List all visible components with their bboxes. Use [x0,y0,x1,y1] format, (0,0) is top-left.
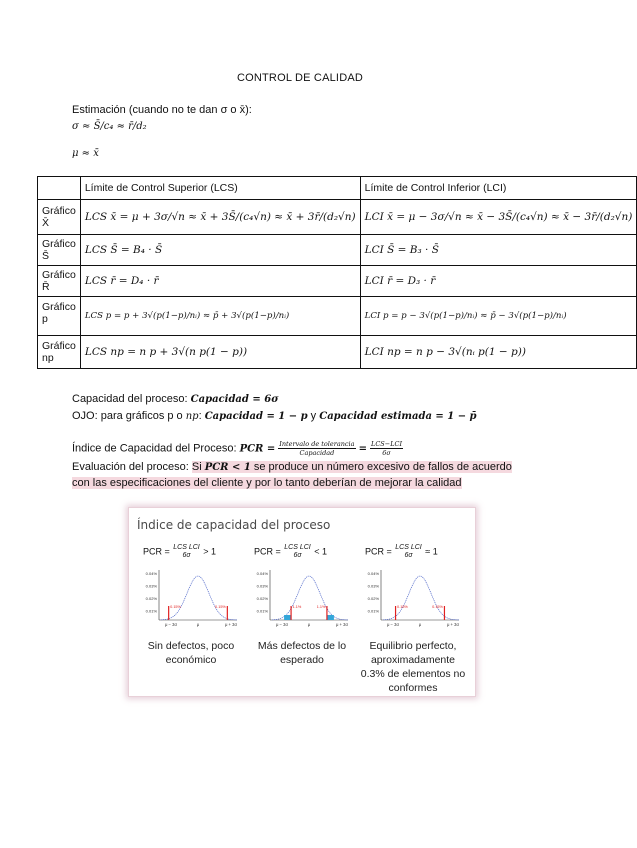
pcr-frac-top: LCS LCI [173,544,200,551]
evaluation-condition: PCR < 1 [204,462,251,473]
table-header-lci: Límite de Control Inferior (LCI) [360,177,637,200]
evaluation-line [72,461,512,473]
pcr-frac-top: LCS LCI [395,544,422,551]
y-tick-label: 0.01% [145,608,157,614]
upper-percent-label: 0.15% [432,605,443,609]
pcr-frac-bot: 6σ [293,552,302,559]
pcr-lhs: PCR = [239,443,276,455]
x-tick-label: μ [418,622,422,627]
lcs-sbar: LCS S̄ = B₄ · S̄ [80,235,360,266]
pcr-label: Índice de Capacidad del Proceso: [72,442,237,455]
capacity-note-line [72,410,477,422]
lcs-p: LCS p = p + 3√(p(1−p)/nᵢ) ≈ p̄ + 3√(p(1−p)/nᵢ) [80,297,360,336]
lci-xbar: LCI x̄ = μ − 3σ/√n ≈ x̄ − 3S̄/(c₄√n) ≈ x̄ − 3r̄/(d₂√n) [360,200,637,235]
evaluation-text: se produce un número excesivo de fallos de acuerdo [253,461,512,473]
capacity-formula-estimated: Capacidad estimada = 1 − p̄ [319,411,477,422]
lci-rbar: LCI r̄ = D₃ · r̄ [360,266,637,297]
y-tick-label: 0.03% [256,583,268,589]
lcs-rbar: LCS r̄ = D₄ · r̄ [80,266,360,297]
pcr-frac-bot: 6σ [404,552,413,559]
table-row [38,297,637,336]
lci-np: LCI np = n p − 3√(nᵢ p(1 − p)) [360,336,637,369]
pcr-equals: = [358,443,367,455]
lcs-np: LCS np = n p + 3√(n p(1 − p)) [80,336,360,369]
table-row [38,235,637,266]
upper-percent-label: 1.1% [316,605,326,609]
table-row [38,200,637,235]
capacity-note-pre: OJO: para gráficos p o [72,410,183,422]
distribution-plot [359,564,467,640]
row-label-np: Gráfico np [38,336,81,369]
x-tick-label: μ + 3σ [224,622,238,627]
pcr-relation: ≈ 1 [425,546,438,557]
pcr-num-2: LCS−LCI [371,440,403,448]
table-header-row [38,177,637,200]
table-row [38,266,637,297]
y-tick-label: 0.02% [256,596,268,601]
table-header-empty [38,177,81,200]
pcr-den-1: Capacidad [299,449,335,457]
pcr-relation: < 1 [314,546,328,557]
capacity-note-np: np [185,411,199,422]
row-label-xbar: Gráfico X̄ [38,200,81,235]
pcr-fraction-2 [370,440,403,457]
panel-pcr-equal [359,542,467,692]
x-tick-label: μ − 3σ [386,622,400,627]
row-label-sbar: Gráfico S̄ [38,235,81,266]
y-tick-label: 0.01% [256,608,268,614]
estimation-heading: Estimación (cuando no te dan σ o x̄): [72,104,252,116]
evaluation-text-2: con las especificaciones del cliente y por lo tanto deberían de mejorar la calidad [72,477,462,489]
panel-pcr-formula [365,544,438,560]
capacity-note-colon: : [198,410,202,422]
pcr-lhs: PCR = [143,546,170,557]
x-tick-label: μ + 3σ [446,622,460,627]
evaluation-label: Evaluación del proceso: [72,461,189,473]
capacity-note-y: y [310,410,317,422]
pcr-definition-line [72,440,403,457]
y-tick-label: 0.04% [145,571,157,576]
evaluation-si: Si [191,461,202,473]
evaluation-line-2 [72,477,462,489]
capacity-line [72,393,279,405]
row-label-p: Gráfico p [38,297,81,336]
pcr-fraction [283,544,311,560]
pcr-den-2: 6σ [382,449,391,457]
lower-percent-label: 0.15% [397,605,408,609]
panel-pcr-less [248,542,356,692]
page-title: CONTROL DE CALIDAD [236,72,364,84]
panel-caption: Más defectos de lo esperado [257,640,347,666]
left-tail-area [284,615,291,620]
capacity-formula: Capacidad = 6σ [190,394,279,405]
distribution-plot [137,564,245,640]
x-tick-label: μ − 3σ [164,622,178,627]
pcr-lhs: PCR = [254,546,281,557]
sigma-estimation [72,121,147,132]
table-row [38,336,637,369]
y-tick-label: 0.04% [367,571,379,576]
y-tick-label: 0.03% [145,583,157,589]
pcr-relation: > 1 [203,546,217,557]
sigma-estimation-text: σ ≈ S̄/c₄ ≈ r̄/d₂ [72,121,147,132]
x-tick-label: μ [307,622,311,627]
y-tick-label: 0.01% [367,608,379,614]
x-tick-label: μ + 3σ [335,622,349,627]
y-tick-label: 0.02% [145,596,157,601]
control-limits-table [37,176,637,369]
pcr-figure [128,507,476,697]
x-tick-label: μ − 3σ [275,622,289,627]
y-tick-label: 0.03% [367,583,379,589]
lower-percent-label: 1.1% [292,605,302,609]
panel-pcr-formula [143,544,216,560]
pcr-num-1: Intervalo de tolerancia [279,440,355,448]
row-label-rbar: Gráfico R̄ [38,266,81,297]
capacity-label: Capacidad del proceso: [72,393,188,405]
pcr-frac-bot: 6σ [182,552,191,559]
pcr-frac-top: LCS LCI [284,544,311,551]
capacity-formula-p: Capacidad = 1 − p [204,411,308,422]
panel-pcr-greater [137,542,245,692]
figure-title: Índice de capacidad del proceso [137,518,331,532]
distribution-plot [248,564,356,640]
evaluation-highlight [192,461,512,473]
table-header-lcs: Límite de Control Superior (LCS) [80,177,360,200]
right-tail-area [327,615,334,620]
lci-p: LCI p = p − 3√(p(1−p)/nᵢ) ≈ p̄ − 3√(p(1−p)/nᵢ) [360,297,637,336]
panel-pcr-formula [254,544,327,560]
pcr-fraction [172,544,200,560]
mu-estimation: μ ≈ x̄ [72,148,99,159]
lcs-xbar: LCS x̄ = μ + 3σ/√n ≈ x̄ + 3S̄/(c₄√n) ≈ x̄ + 3r̄/(d₂√n) [80,200,360,235]
pcr-fraction [394,544,422,560]
lci-sbar: LCI S̄ = B₃ · S̄ [360,235,637,266]
normal-curve [272,576,348,620]
normal-curve [383,576,459,620]
panel-caption: Sin defectos, poco económico [147,640,235,666]
y-tick-label: 0.02% [367,596,379,601]
normal-curve [161,576,237,620]
pcr-fraction-1 [278,440,355,457]
upper-percent-label: 0.15% [215,605,226,609]
y-tick-label: 0.04% [256,571,268,576]
x-tick-label: μ [196,622,200,627]
pcr-lhs: PCR = [365,546,392,557]
panel-caption: Equilibrio perfecto, aproximadamente 0.3% de elementos no conformes [360,640,466,694]
lower-percent-label: 0.15% [170,605,181,609]
